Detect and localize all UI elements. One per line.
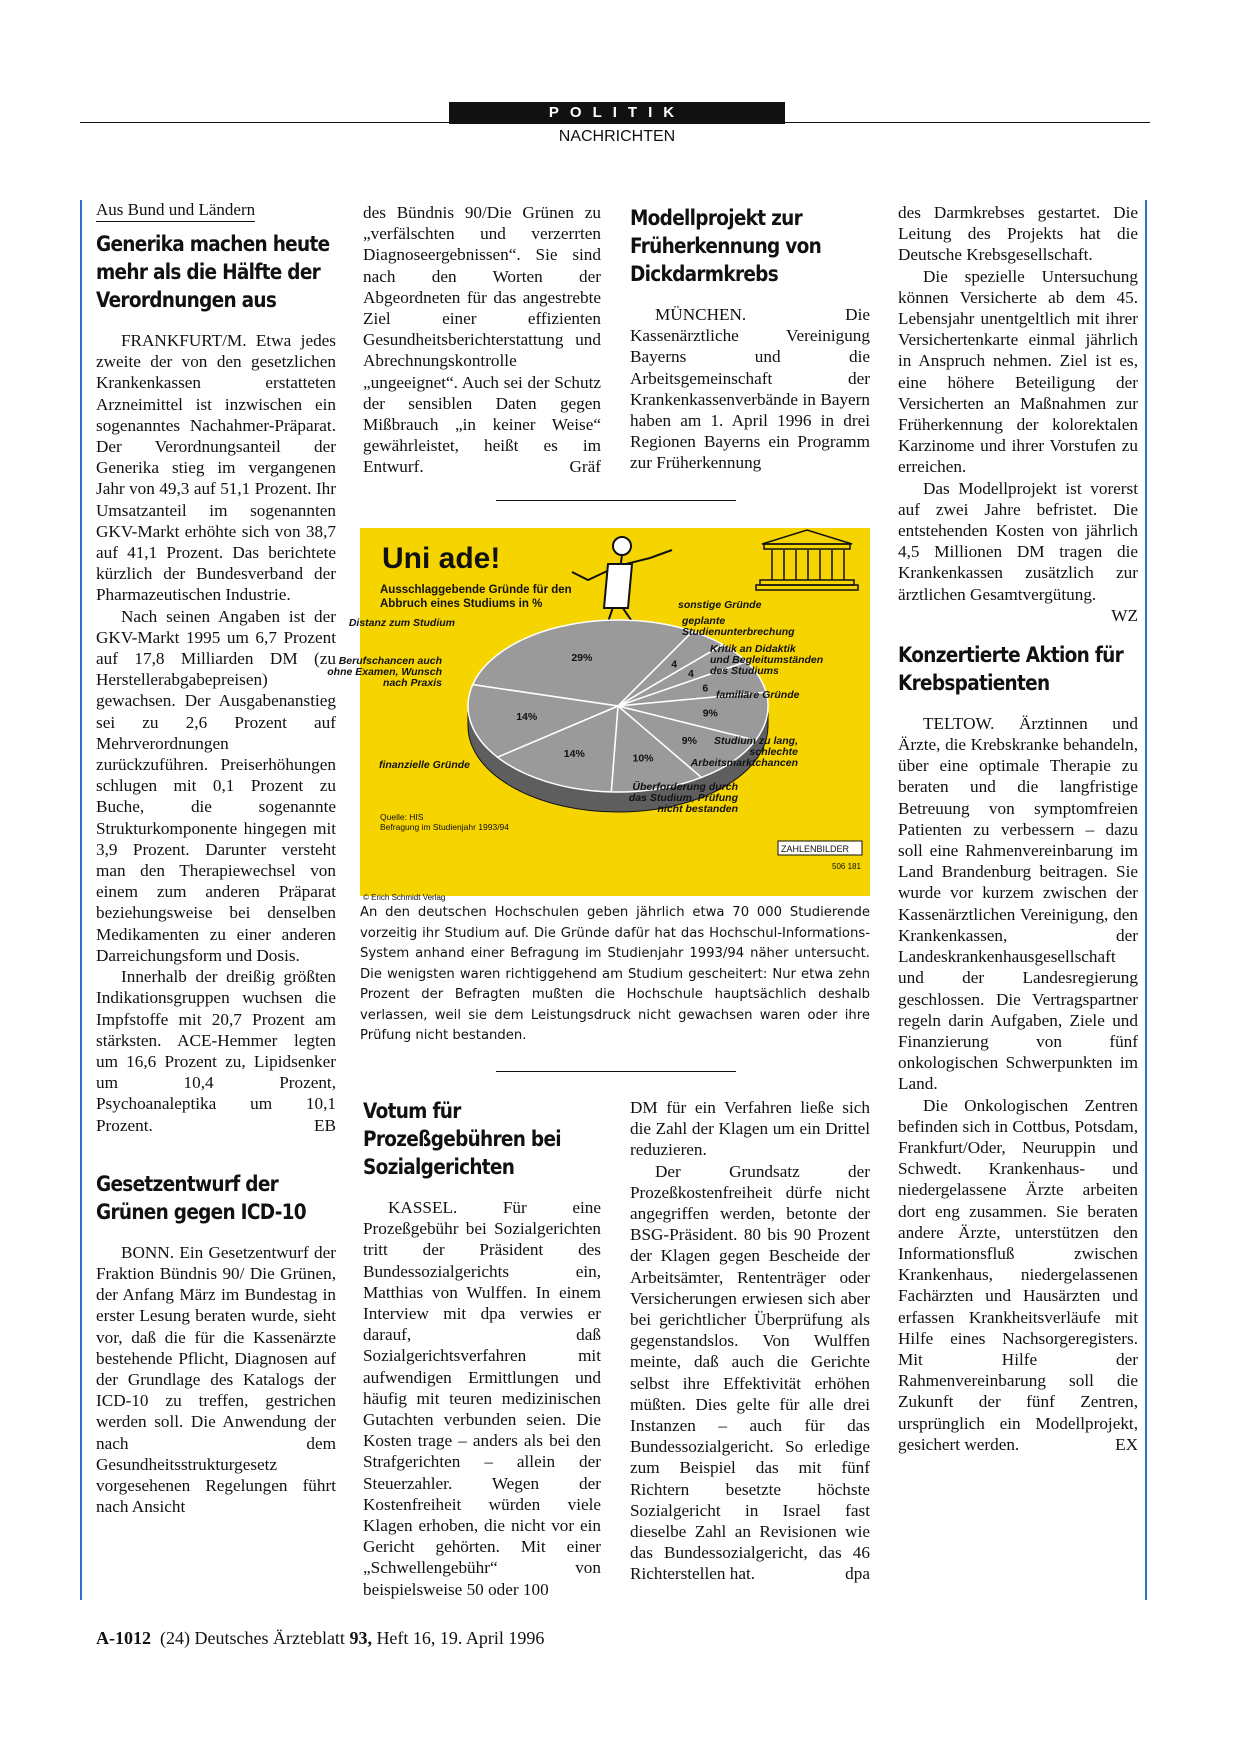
page-footer <box>96 1628 544 1649</box>
separator-rule <box>496 500 736 501</box>
pie-slice-value: 4 <box>671 658 678 671</box>
pie-slice-label: Kritik an Didaktik und Begleitumständen des Studiums <box>710 643 824 677</box>
pie-slice-value: 9% <box>702 707 718 720</box>
paragraph: KASSEL. Für eine Prozeßgebühr bei Sozialgerichten tritt der Präsident des Bundessozialgerichts ein, Matthias von Wulffen. In einem Interview mit dpa verwies er darauf, daß Sozialgerichtsverfahren mit aufwendigen Ermittlungen und häufig mit teuren medizinischen Gutachten verbunden seien. Die Kosten trage – anders als bei den Strafgerichten – allein der Steuerzahler. Wegen der Kostenfreiheit würden viele Klagen erhoben, die nicht vor ein Gericht gehörten. Mit einer „Schwellengebühr“ von beispielsweise 50 oder 100 <box>363 1198 601 1599</box>
pie-slice-label: Überforderung durch das Studium, Prüfung nicht bestanden <box>628 781 738 815</box>
paragraph-text: Die Onkologischen Zentren befinden sich in Cottbus, Potsdam, Frankfurt/Oder, Neuruppin und Schwedt. Krankenhaus- und niedergelassene Ärzte arbeiten dort eng zusammen. Sie beraten andere Ärzte, unterstützen den Informationsfluß zwischen Krankenhaus, niedergelassenen Fachärzten und Hausärzten und erfassen Krankheitsverläufe mit Hilfe eines Nachsorgeregisters. Mit Hilfe der Rahmenvereinbarung soll die Zukunft der fünf Zentren, ursprünglich ein Modellprojekt, gesichert werden. <box>898 1095 1138 1454</box>
pie-slice-label: Distanz zum Studium <box>348 617 455 629</box>
paragraph <box>363 202 601 478</box>
paragraph: Die spezielle Untersuchung können Versicherte ab dem 45. Lebensjahr unentgeltlich mit ihrer Versichertenkarte einmal jährlich in Anspruch nehmen. Ziel ist es, eine höhere Beteiligung der Versicherten an Maßnahmen zur Früherkennung der kolorektalen Karzinome und ihrer Vorstufen zu erreichen. <box>898 266 1138 477</box>
headline-krebspatienten: Konzertierte Aktion für Krebspatienten <box>898 642 1124 695</box>
pie-slice-value: 29% <box>571 651 593 664</box>
paragraph <box>630 1161 870 1585</box>
chart-copyright: © Erich Schmidt Verlag <box>363 893 446 902</box>
issue-prefix: (24) Deutsches Ärzteblatt <box>160 1628 345 1648</box>
column-3-bottom <box>630 1097 870 1585</box>
pie-slice-label: Studium zu lang, schlechte Arbeitsmarktchancen <box>690 735 798 769</box>
headline-generika: Generika machen heute mehr als die Hälfte der Verordnungen aus <box>96 232 330 312</box>
headline-prozessgebuehren: Votum für Prozeßgebühren bei Sozialgerichten <box>363 1099 561 1179</box>
publisher-badge: ZAHLENBILDER <box>781 844 850 854</box>
column-marker-left <box>80 200 82 1600</box>
paragraph: des Darmkrebses gestartet. Die Leitung des Projekts hat die Deutsche Krebsgesellschaft. <box>898 203 1138 265</box>
author-sign: EB <box>314 1115 336 1135</box>
university-building-icon <box>756 530 858 590</box>
page-number: A-1012 <box>96 1628 151 1648</box>
paragraph-text: Das Modellprojekt ist vorerst auf zwei Jahre befristet. Die entstehenden Kosten von jährlich 4,5 Millionen DM tragen die Krankenkassen zusätzlich zur ärztlichen Gesamtvergütung. <box>898 478 1138 604</box>
pie-slice-value: 14% <box>516 711 538 724</box>
section-label: POLITIK <box>449 102 785 124</box>
paragraph: MÜNCHEN. Die Kassenärztliche Vereinigung Bayerns und die Arbeitsgemeinschaft der Krankenkassenverbände in Bayern haben am 1. April 1996 in drei Regionen Bayerns ein Programm zur Früherkennung <box>630 305 870 473</box>
pie-slice-label: familiäre Gründe <box>716 689 800 701</box>
pie-slice-value: 4 <box>688 667 694 680</box>
chart-uni-ade <box>327 528 870 896</box>
pie-slice-value: 10% <box>632 752 654 765</box>
column-4 <box>898 202 1138 1455</box>
issue-date: Heft 16, 19. April 1996 <box>376 1628 545 1648</box>
paragraph-text: Der Grundsatz der Prozeßkostenfreiheit dürfe nicht angegriffen werden, betonte der BSG-Präsident. 80 bis 90 Prozent der Klagen gegen Bescheide der Arbeitsämter, Rententräger oder Versicherungen erwiesen sich aber bei gerichtlicher Überprüfung als gegenstandslos. Von Wulffen meinte, daß auch die Gerichte selbst ihre Effektivität erhöhen müßten. Dies gelte für alle drei Instanzen – auch für das Bundessozialgericht. So erledige zum Beispiel das mit fünf Richtern besetzte höchste Sozialgericht in Israel fast dieselbe Zahl an Revisionen wie das Bundessozialgericht, das 46 Richterstellen hat. <box>630 1161 870 1584</box>
pie-slice-label: finanzielle Gründe <box>378 759 470 771</box>
paragraph: DM für ein Verfahren ließe sich die Zahl der Klagen um ein Drittel reduzieren. <box>630 1098 870 1160</box>
pie-slice-value: 6 <box>702 682 709 695</box>
chart-svg <box>327 528 870 896</box>
separator-rule <box>496 1071 736 1072</box>
kicker: Aus Bund und Ländern <box>96 200 255 222</box>
chart-title: Uni ade! <box>382 542 501 575</box>
pie-slice-value: 9% <box>681 735 697 748</box>
author-sign: EX <box>1115 1434 1138 1454</box>
chart-code: 506 181 <box>832 862 861 871</box>
author-sign: Gräf <box>569 457 601 477</box>
chart-source: Quelle: HIS <box>380 812 424 822</box>
subsection-label: NACHRICHTEN <box>558 128 676 145</box>
paragraph <box>96 966 336 1136</box>
volume-number: 93, <box>349 1628 372 1648</box>
paragraph <box>898 1095 1138 1455</box>
paragraph: BONN. Ein Gesetzentwurf der Fraktion Bündnis 90/ Die Grünen, der Anfang März im Bundestag in erster Lesung beraten wurde, sieht vor, daß die für die Kassenärzte bestehende Pflicht, Diagnosen auf der Grundlage des Katalogs der ICD-10 zu treffen, gestrichen werden soll. Die Anwendung der nach dem Gesundheitsstrukturgesetz vorgesehenen Regelungen führt nach Ansicht <box>96 1242 336 1517</box>
pie-slice-label: Berufschancen auch ohne Examen, Wunsch nach Praxis <box>327 655 442 689</box>
paragraph: Nach seinen Angaben ist der GKV-Markt 1995 um 6,7 Prozent auf 17,8 Milliarden DM (zu Herstellerabgabepreisen) gewachsen. Der Ausgabenanstieg sei zu 2,6 Prozent auf Mehrverordnungen zurückzuführen. Preiserhöhungen schlugen mit 0,1 Prozent zu Buche, die sogenannte Strukturkomponente hingegen mit 3,9 Prozent. Darunter versteht man den Therapiewechsel von einem zum anderen Präparat beziehungsweise bei denselben Medikamenten zu einer anderen Darreichungsform und Dosis. <box>96 606 336 965</box>
paragraph-text: des Bündnis 90/Die Grünen zu „verfälschten und verzerrten Diagnoseergebnissen“. Sie sind nach den Worten der Abgeordneten für das angestrebte Ziel einer effizienten Gesundheitsberichterstattung und Abrechnungskontrolle „ungeeignet“. Auch sei der Schutz der sensiblen Daten gegen Mißbrauch „in keiner Weise“ gewährleistet, heißt es im Entwurf. <box>363 203 601 477</box>
column-3-top <box>630 204 870 474</box>
paragraph <box>898 478 1138 625</box>
author-sign: dpa <box>845 1564 870 1584</box>
headline-dickdarmkrebs: Modellprojekt zur Früherkennung von Dickdarmkrebs <box>630 206 822 286</box>
author-sign: WZ <box>1111 605 1138 625</box>
chart-caption: An den deutschen Hochschulen geben jährlich etwa 70 000 Studierende vorzeitig ihr Studium auf. Die Gründe dafür hat das Hochschul-Informations-System anhand einer Befragung im Studienjahr 1993/94 näher untersucht. Die wenigsten waren richtiggehend am Studium gescheitert: Nur etwa zehn Prozent der Befragten mußten die Hochschule hauptsächlich deshalb verlassen, weil sie dem Leistungsdruck nicht gewachsen waren oder ihre Prüfung nicht bestanden. <box>360 905 870 1043</box>
paragraph: FRANKFURT/M. Etwa jedes zweite der von den gesetzlichen Krankenkassen erstatteten Arzneimittel ist inzwischen ein sogenanntes Nachahmer-Präparat. Der Verordnungsanteil der Generika stieg im vergangenen Jahr von 49,3 auf 51,1 Prozent. Ihr Umsatzanteil im sogenannten GKV-Markt erhöhte sich von 38,7 auf 41,1 Prozent. Das berichtete kürzlich der Bundesverband der Pharmazeutischen Industrie. <box>96 331 336 605</box>
column-2-bottom <box>363 1097 601 1600</box>
pie-slice-value: 14% <box>563 748 585 761</box>
chart-source-detail: Befragung im Studienjahr 1993/94 <box>380 822 510 832</box>
headline-icd10: Gesetzentwurf der Grünen gegen ICD-10 <box>96 1171 306 1224</box>
pie-slice-label: sonstige Gründe <box>678 599 762 611</box>
paragraph: TELTOW. Ärztinnen und Ärzte, die Krebskranke behandeln, über eine optimale Therapie zu beraten und die langfristige Betreuung von symptomfreien Patienten zu verbessern – dazu soll eine Rahmenvereinbarung im Land Brandenburg beitragen. Sie wurde vor kurzem zwischen der Kassenärztlichen Vereinigung, den Krankenkassen, der Landeskrankenhausgesellschaft und der Landesregierung geschlossen. Die Vertragspartner regeln darin Aufgaben, Ziele und Finanzierung von fünf onkologischen Schwerpunkten im Land. <box>898 713 1138 1094</box>
column-2-top <box>363 202 601 478</box>
column-1 <box>96 199 336 1517</box>
chart-subtitle: Ausschlaggebende Gründe für den Abbruch eines Studiums in % <box>380 584 572 610</box>
pie-slice-label: geplante Studienunterbrechung <box>682 615 795 638</box>
paragraph-text: Innerhalb der dreißig größten Indikationsgruppen wuchsen die Impfstoffe mit 20,7 Prozent am stärksten. ACE-Hemmer legten um 16,6 Prozent zu, Lipidsenker um 10,4 Prozent, Psychoanaleptika um 10,1 Prozent. <box>96 967 336 1135</box>
column-marker-right <box>1145 200 1147 1600</box>
